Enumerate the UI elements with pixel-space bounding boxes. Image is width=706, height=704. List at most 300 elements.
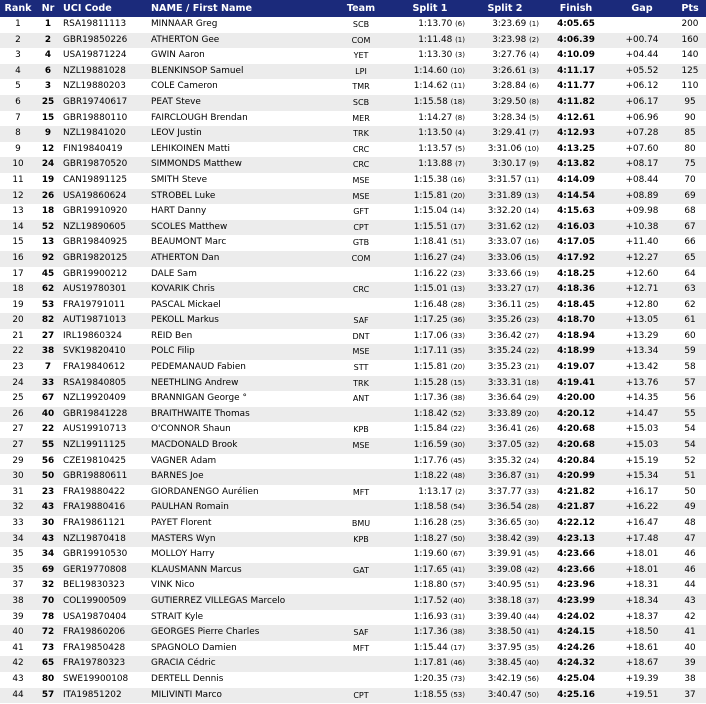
pts-cell: 48 — [684, 518, 696, 528]
split1-cell — [392, 282, 468, 298]
gap-cell: +15.03 — [625, 424, 659, 435]
nr-cell: 56 — [41, 455, 55, 466]
gap-cell: +16.47 — [625, 518, 659, 528]
rank-cell: 38 — [12, 595, 24, 606]
pts-cell: 58 — [684, 362, 696, 373]
uci-code-cell: GBR19841228 — [63, 408, 128, 419]
team-cell — [330, 610, 392, 626]
split1-position: (6) — [455, 20, 465, 28]
split1-position: (14) — [450, 207, 465, 216]
split1-cell — [392, 95, 468, 111]
team-cell — [330, 500, 392, 516]
uci-code-cell: GBR19880611 — [63, 471, 128, 482]
table-row — [0, 641, 706, 657]
nr-cell: 24 — [41, 159, 55, 170]
team-cell: SCB — [352, 20, 370, 29]
split1-time: 1:18.27 — [413, 533, 448, 544]
split2-position: (21) — [524, 363, 539, 372]
team-cell: TMR — [352, 82, 370, 92]
pts-cell: 41 — [684, 627, 696, 638]
uci-code-cell: FRA19840612 — [63, 362, 126, 373]
team-cell: STT — [353, 363, 369, 373]
split1-time: 1:11.48 — [418, 34, 453, 45]
rank-cell: 27 — [12, 424, 24, 435]
split2-time: 3:37.95 — [487, 642, 522, 653]
nr-cell: 80 — [41, 673, 55, 684]
table-row — [0, 656, 706, 672]
split2-position: (4) — [529, 51, 539, 60]
split2-time: 3:39.91 — [487, 549, 522, 560]
split2-cell — [468, 485, 542, 501]
split1-position: (17) — [450, 222, 465, 231]
rank-cell: 13 — [12, 206, 24, 217]
team-cell — [330, 656, 392, 672]
pts-cell: 46 — [684, 564, 696, 575]
gap-cell: +09.98 — [625, 206, 659, 217]
split1-time: 1:19.60 — [413, 549, 448, 560]
split2-cell — [468, 282, 542, 298]
finish-cell: 4:23.99 — [557, 595, 595, 606]
split1-time: 1:18.41 — [413, 237, 448, 248]
uci-code-cell: CZE19810425 — [63, 455, 127, 466]
split2-position: (39) — [524, 534, 539, 543]
team-cell: SCB — [352, 97, 370, 107]
table-row — [0, 672, 706, 688]
split2-cell — [468, 220, 542, 236]
split2-time: 3:36.41 — [487, 424, 522, 435]
team-cell: YET — [353, 51, 369, 61]
team-cell: MSE — [352, 191, 370, 201]
table-row — [0, 563, 706, 579]
split1-position: (41) — [450, 565, 465, 574]
split1-time: 1:18.55 — [413, 689, 448, 700]
split2-position: (12) — [524, 222, 539, 231]
team-cell: CPT — [353, 690, 369, 700]
split2-position: (1) — [529, 20, 539, 28]
split1-cell — [392, 204, 468, 220]
name-cell: GRACIA Cédric — [151, 658, 216, 669]
nr-cell: 38 — [41, 346, 55, 357]
nr-cell: 40 — [41, 408, 55, 419]
table-row — [0, 376, 706, 392]
split2-cell — [468, 64, 542, 80]
team-cell: SAF — [353, 316, 369, 326]
nr-cell: 27 — [41, 330, 55, 341]
split1-position: (11) — [450, 82, 465, 91]
split2-time: 3:38.50 — [487, 627, 522, 638]
table-row — [0, 126, 706, 142]
table-row — [0, 454, 706, 470]
team-cell: DNT — [352, 331, 370, 341]
uci-code-cell: USA19871224 — [63, 50, 127, 61]
nr-cell: 67 — [41, 393, 55, 404]
split2-cell — [468, 594, 542, 610]
uci-code-cell: GER19770808 — [63, 564, 127, 575]
gap-cell: +07.28 — [625, 128, 659, 139]
team-cell — [330, 594, 392, 610]
team-cell — [330, 547, 392, 563]
split2-time: 3:37.05 — [487, 440, 522, 451]
pts-cell: 200 — [681, 19, 699, 29]
split2-cell — [468, 688, 542, 704]
finish-cell: 4:13.25 — [557, 143, 595, 154]
table-row — [0, 532, 706, 548]
split1-cell — [392, 126, 468, 142]
split2-position: (8) — [529, 97, 539, 106]
name-cell: SMITH Steve — [151, 174, 208, 185]
name-cell: GUTIERREZ VILLEGAS Marcelo — [151, 595, 286, 606]
rank-cell: 6 — [15, 96, 21, 107]
split2-cell — [468, 376, 542, 392]
split1-cell — [392, 79, 468, 95]
split1-time: 1:17.76 — [413, 455, 448, 466]
split2-time: 3:28.84 — [492, 81, 527, 92]
split1-cell — [392, 407, 468, 423]
pts-cell: 57 — [684, 377, 696, 388]
split2-time: 3:35.23 — [487, 362, 522, 373]
gap-cell: +10.38 — [625, 221, 659, 232]
split2-cell — [468, 516, 542, 532]
split2-position: (30) — [524, 519, 539, 527]
split2-position: (27) — [524, 331, 539, 340]
pts-cell: 140 — [681, 50, 699, 61]
table-row — [0, 142, 706, 158]
gap-cell: +12.27 — [625, 252, 659, 263]
gap-cell: +06.17 — [625, 96, 659, 107]
rank-cell: 24 — [12, 377, 24, 388]
gap-cell: +18.61 — [625, 642, 659, 653]
name-cell: ATHERTON Gee — [151, 34, 220, 45]
name-cell: LEHIKOINEN Matti — [151, 143, 231, 154]
team-cell: CRC — [352, 160, 370, 170]
split2-position: (19) — [524, 269, 539, 278]
nr-cell: 6 — [44, 65, 52, 76]
split1-time: 1:17.52 — [413, 595, 448, 606]
finish-cell: 4:23.66 — [557, 564, 595, 575]
uci-code-cell: CAN19891125 — [63, 174, 128, 185]
table-row — [0, 313, 706, 329]
gap-cell: +15.03 — [625, 440, 659, 451]
split2-cell — [468, 17, 542, 33]
split2-cell — [468, 298, 542, 314]
team-cell: MSE — [352, 175, 370, 185]
name-cell: DERTELL Dennis — [151, 673, 224, 684]
team-cell — [330, 298, 392, 314]
table-row — [0, 111, 706, 127]
uci-code-cell: RSA19811113 — [63, 19, 127, 29]
team-cell: MFT — [352, 643, 370, 653]
gap-cell: +18.67 — [625, 658, 659, 669]
table-row — [0, 157, 706, 173]
finish-cell: 4:23.96 — [557, 580, 595, 591]
split1-time: 1:15.04 — [413, 206, 448, 217]
name-cell: GEORGES Pierre Charles — [151, 627, 260, 638]
split2-position: (25) — [524, 300, 539, 309]
uci-code-cell: AUS19780301 — [63, 284, 127, 295]
split1-position: (38) — [450, 394, 465, 403]
split1-position: (13) — [450, 285, 465, 294]
header-split1: Split 1 — [412, 3, 448, 14]
name-cell: PAULHAN Romain — [151, 502, 229, 513]
split1-position: (46) — [450, 659, 465, 668]
split2-position: (15) — [524, 253, 539, 262]
finish-cell: 4:20.00 — [557, 393, 595, 404]
gap-cell: +08.17 — [625, 159, 659, 170]
split2-position: (3) — [529, 66, 539, 75]
split1-time: 1:14.62 — [413, 81, 448, 92]
table-row — [0, 610, 706, 626]
split1-cell — [392, 594, 468, 610]
finish-cell: 4:20.12 — [557, 408, 595, 419]
rank-cell: 16 — [12, 252, 24, 263]
split1-position: (3) — [455, 51, 465, 60]
uci-code-cell: FRA19880422 — [63, 486, 126, 497]
finish-cell: 4:18.45 — [557, 299, 595, 310]
split2-cell — [468, 313, 542, 329]
split2-time: 3:33.27 — [487, 284, 522, 295]
split2-time: 3:35.24 — [487, 346, 522, 357]
split2-time: 3:33.66 — [487, 268, 522, 279]
split1-position: (20) — [450, 363, 465, 372]
split1-time: 1:17.81 — [413, 658, 448, 669]
split1-position: (52) — [450, 409, 465, 418]
name-cell: BLENKINSOP Samuel — [151, 65, 244, 76]
split2-cell — [468, 204, 542, 220]
split2-cell — [468, 625, 542, 641]
split1-cell — [392, 142, 468, 158]
team-cell — [330, 407, 392, 423]
finish-cell: 4:22.12 — [557, 518, 595, 528]
team-cell: MFT — [352, 487, 370, 497]
nr-cell: 69 — [41, 564, 55, 575]
team-cell: MSE — [352, 347, 370, 357]
split1-cell — [392, 329, 468, 345]
finish-cell: 4:18.70 — [557, 315, 595, 326]
split1-cell — [392, 516, 468, 532]
team-cell — [330, 578, 392, 594]
nr-cell: 7 — [44, 362, 52, 373]
gap-cell: +12.71 — [625, 284, 659, 295]
split2-position: (13) — [524, 191, 539, 200]
gap-cell: +14.35 — [625, 393, 659, 404]
team-cell: CRC — [352, 144, 370, 154]
header-pts: Pts — [681, 3, 699, 14]
team-cell: GTB — [352, 238, 370, 248]
name-cell: SCOLES Matthew — [151, 221, 228, 232]
split2-position: (16) — [524, 238, 539, 247]
pts-cell: 64 — [684, 268, 696, 279]
split2-time: 3:31.57 — [487, 174, 522, 185]
split1-position: (53) — [450, 690, 465, 699]
name-cell: ATHERTON Dan — [151, 252, 220, 263]
table-row — [0, 422, 706, 438]
header-finish: Finish — [559, 3, 593, 14]
split1-position: (1) — [455, 35, 465, 44]
split1-position: (20) — [450, 191, 465, 200]
nr-cell: 33 — [41, 377, 55, 388]
uci-code-cell: USA19860624 — [63, 190, 127, 201]
name-cell: GIORDANENGO Aurélien — [151, 486, 259, 497]
pts-cell: 52 — [684, 455, 696, 466]
split2-time: 3:42.19 — [487, 673, 522, 684]
split2-time: 3:33.31 — [487, 377, 522, 388]
team-cell: COM — [351, 35, 371, 45]
pts-cell: 80 — [684, 143, 696, 154]
gap-cell: +12.80 — [625, 299, 659, 310]
split1-time: 1:14.27 — [418, 112, 453, 123]
rank-cell: 4 — [15, 65, 21, 76]
split1-time: 1:16.28 — [413, 518, 448, 528]
gap-cell: +00.74 — [625, 34, 659, 45]
split1-position: (54) — [450, 503, 465, 512]
table-row — [0, 235, 706, 251]
split2-time: 3:39.08 — [487, 564, 522, 575]
rank-cell: 1 — [15, 19, 21, 29]
split2-position: (56) — [524, 674, 539, 683]
pts-cell: 68 — [684, 206, 696, 217]
split2-cell — [468, 157, 542, 173]
split1-position: (33) — [450, 331, 465, 340]
split1-cell — [392, 610, 468, 626]
nr-cell: 1 — [44, 19, 52, 29]
finish-cell: 4:20.99 — [557, 471, 595, 482]
uci-code-cell: RSA19840805 — [63, 377, 127, 388]
finish-cell: 4:10.09 — [557, 50, 595, 61]
finish-cell: 4:24.15 — [557, 627, 595, 638]
split1-position: (16) — [450, 175, 465, 184]
gap-cell: +06.12 — [625, 81, 659, 92]
gap-cell: +08.89 — [625, 190, 659, 201]
pts-cell: 59 — [684, 346, 696, 357]
uci-code-cell: SVK19820410 — [63, 346, 126, 357]
split2-position: (40) — [524, 659, 539, 668]
split2-position: (6) — [529, 82, 539, 91]
split1-position: (45) — [450, 456, 465, 465]
split2-position: (42) — [524, 565, 539, 574]
nr-cell: 43 — [41, 533, 55, 544]
pts-cell: 65 — [684, 252, 696, 263]
split1-position: (10) — [450, 66, 465, 75]
pts-cell: 56 — [684, 393, 696, 404]
nr-cell: 18 — [41, 206, 55, 217]
finish-cell: 4:15.63 — [557, 206, 595, 217]
split1-time: 1:14.60 — [413, 65, 448, 76]
finish-cell: 4:20.68 — [557, 424, 595, 435]
uci-code-cell: IRL19860324 — [63, 330, 122, 341]
pts-cell: 46 — [684, 549, 696, 560]
split2-cell — [468, 111, 542, 127]
name-cell: PASCAL Mickael — [151, 299, 221, 310]
pts-cell: 47 — [684, 533, 696, 544]
gap-cell: +18.34 — [625, 595, 659, 606]
split1-cell — [392, 454, 468, 470]
header-nr: Nr — [41, 3, 55, 14]
table-row — [0, 625, 706, 641]
split1-position: (50) — [450, 534, 465, 543]
name-cell: MACDONALD Brook — [151, 440, 238, 451]
finish-cell: 4:16.03 — [557, 221, 595, 232]
name-cell: STROBEL Luke — [151, 190, 216, 201]
rank-cell: 37 — [12, 580, 24, 591]
split1-time: 1:15.58 — [413, 96, 448, 107]
pts-cell: 61 — [684, 315, 696, 326]
split1-position: (24) — [450, 253, 465, 262]
rank-cell: 29 — [12, 455, 24, 466]
pts-cell: 40 — [684, 642, 696, 653]
finish-cell: 4:14.54 — [557, 190, 595, 201]
split2-time: 3:33.07 — [487, 237, 522, 248]
rank-cell: 8 — [15, 128, 21, 139]
split1-cell — [392, 578, 468, 594]
split2-cell — [468, 189, 542, 205]
split2-cell — [468, 547, 542, 563]
pts-cell: 95 — [684, 96, 696, 107]
pts-cell: 110 — [681, 81, 699, 92]
split1-cell — [392, 344, 468, 360]
pts-cell: 70 — [684, 174, 696, 185]
uci-code-cell: NZL19841020 — [63, 128, 126, 139]
finish-cell: 4:14.09 — [557, 174, 595, 185]
split1-cell — [392, 313, 468, 329]
pts-cell: 44 — [684, 580, 696, 591]
split1-cell — [392, 173, 468, 189]
uci-code-cell: GBR19850226 — [63, 34, 128, 45]
uci-code-cell: COL19900509 — [63, 595, 127, 606]
nr-cell: 43 — [41, 502, 55, 513]
name-cell: KOVARIK Chris — [151, 284, 215, 295]
nr-cell: 25 — [41, 96, 55, 107]
table-row — [0, 485, 706, 501]
split2-cell — [468, 438, 542, 454]
nr-cell: 78 — [41, 611, 55, 622]
nr-cell: 9 — [44, 128, 52, 139]
pts-cell: 62 — [684, 299, 696, 310]
split1-position: (31) — [450, 612, 465, 621]
split2-cell — [468, 656, 542, 672]
split2-position: (9) — [529, 160, 539, 169]
header-gap: Gap — [631, 3, 653, 14]
team-cell: GAT — [353, 565, 369, 575]
split2-time: 3:36.54 — [487, 502, 522, 513]
finish-cell: 4:21.87 — [557, 502, 595, 513]
uci-code-cell: GBR19910530 — [63, 549, 128, 560]
split1-position: (51) — [450, 238, 465, 247]
nr-cell: 22 — [41, 424, 55, 435]
gap-cell: +05.52 — [625, 65, 659, 76]
finish-cell: 4:06.39 — [557, 34, 595, 45]
header-split2: Split 2 — [487, 3, 523, 14]
name-cell: O'CONNOR Shaun — [151, 424, 231, 435]
split1-time: 1:18.58 — [413, 502, 448, 513]
split1-position: (23) — [450, 269, 465, 278]
rank-cell: 5 — [15, 81, 21, 92]
gap-cell: +19.39 — [625, 673, 659, 684]
uci-code-cell: FRA19850428 — [63, 642, 126, 653]
split2-position: (29) — [524, 394, 539, 403]
split2-position: (37) — [524, 596, 539, 605]
gap-cell: +07.60 — [625, 143, 659, 154]
split2-time: 3:30.17 — [492, 159, 527, 170]
finish-cell: 4:18.36 — [557, 284, 595, 295]
table-row — [0, 189, 706, 205]
split2-time: 3:28.34 — [492, 112, 527, 123]
table-row — [0, 33, 706, 49]
finish-cell: 4:17.05 — [557, 237, 595, 248]
table-row — [0, 282, 706, 298]
name-cell: LEOV Justin — [151, 128, 202, 139]
header-team: Team — [346, 3, 376, 14]
split2-time: 3:36.87 — [487, 471, 522, 482]
